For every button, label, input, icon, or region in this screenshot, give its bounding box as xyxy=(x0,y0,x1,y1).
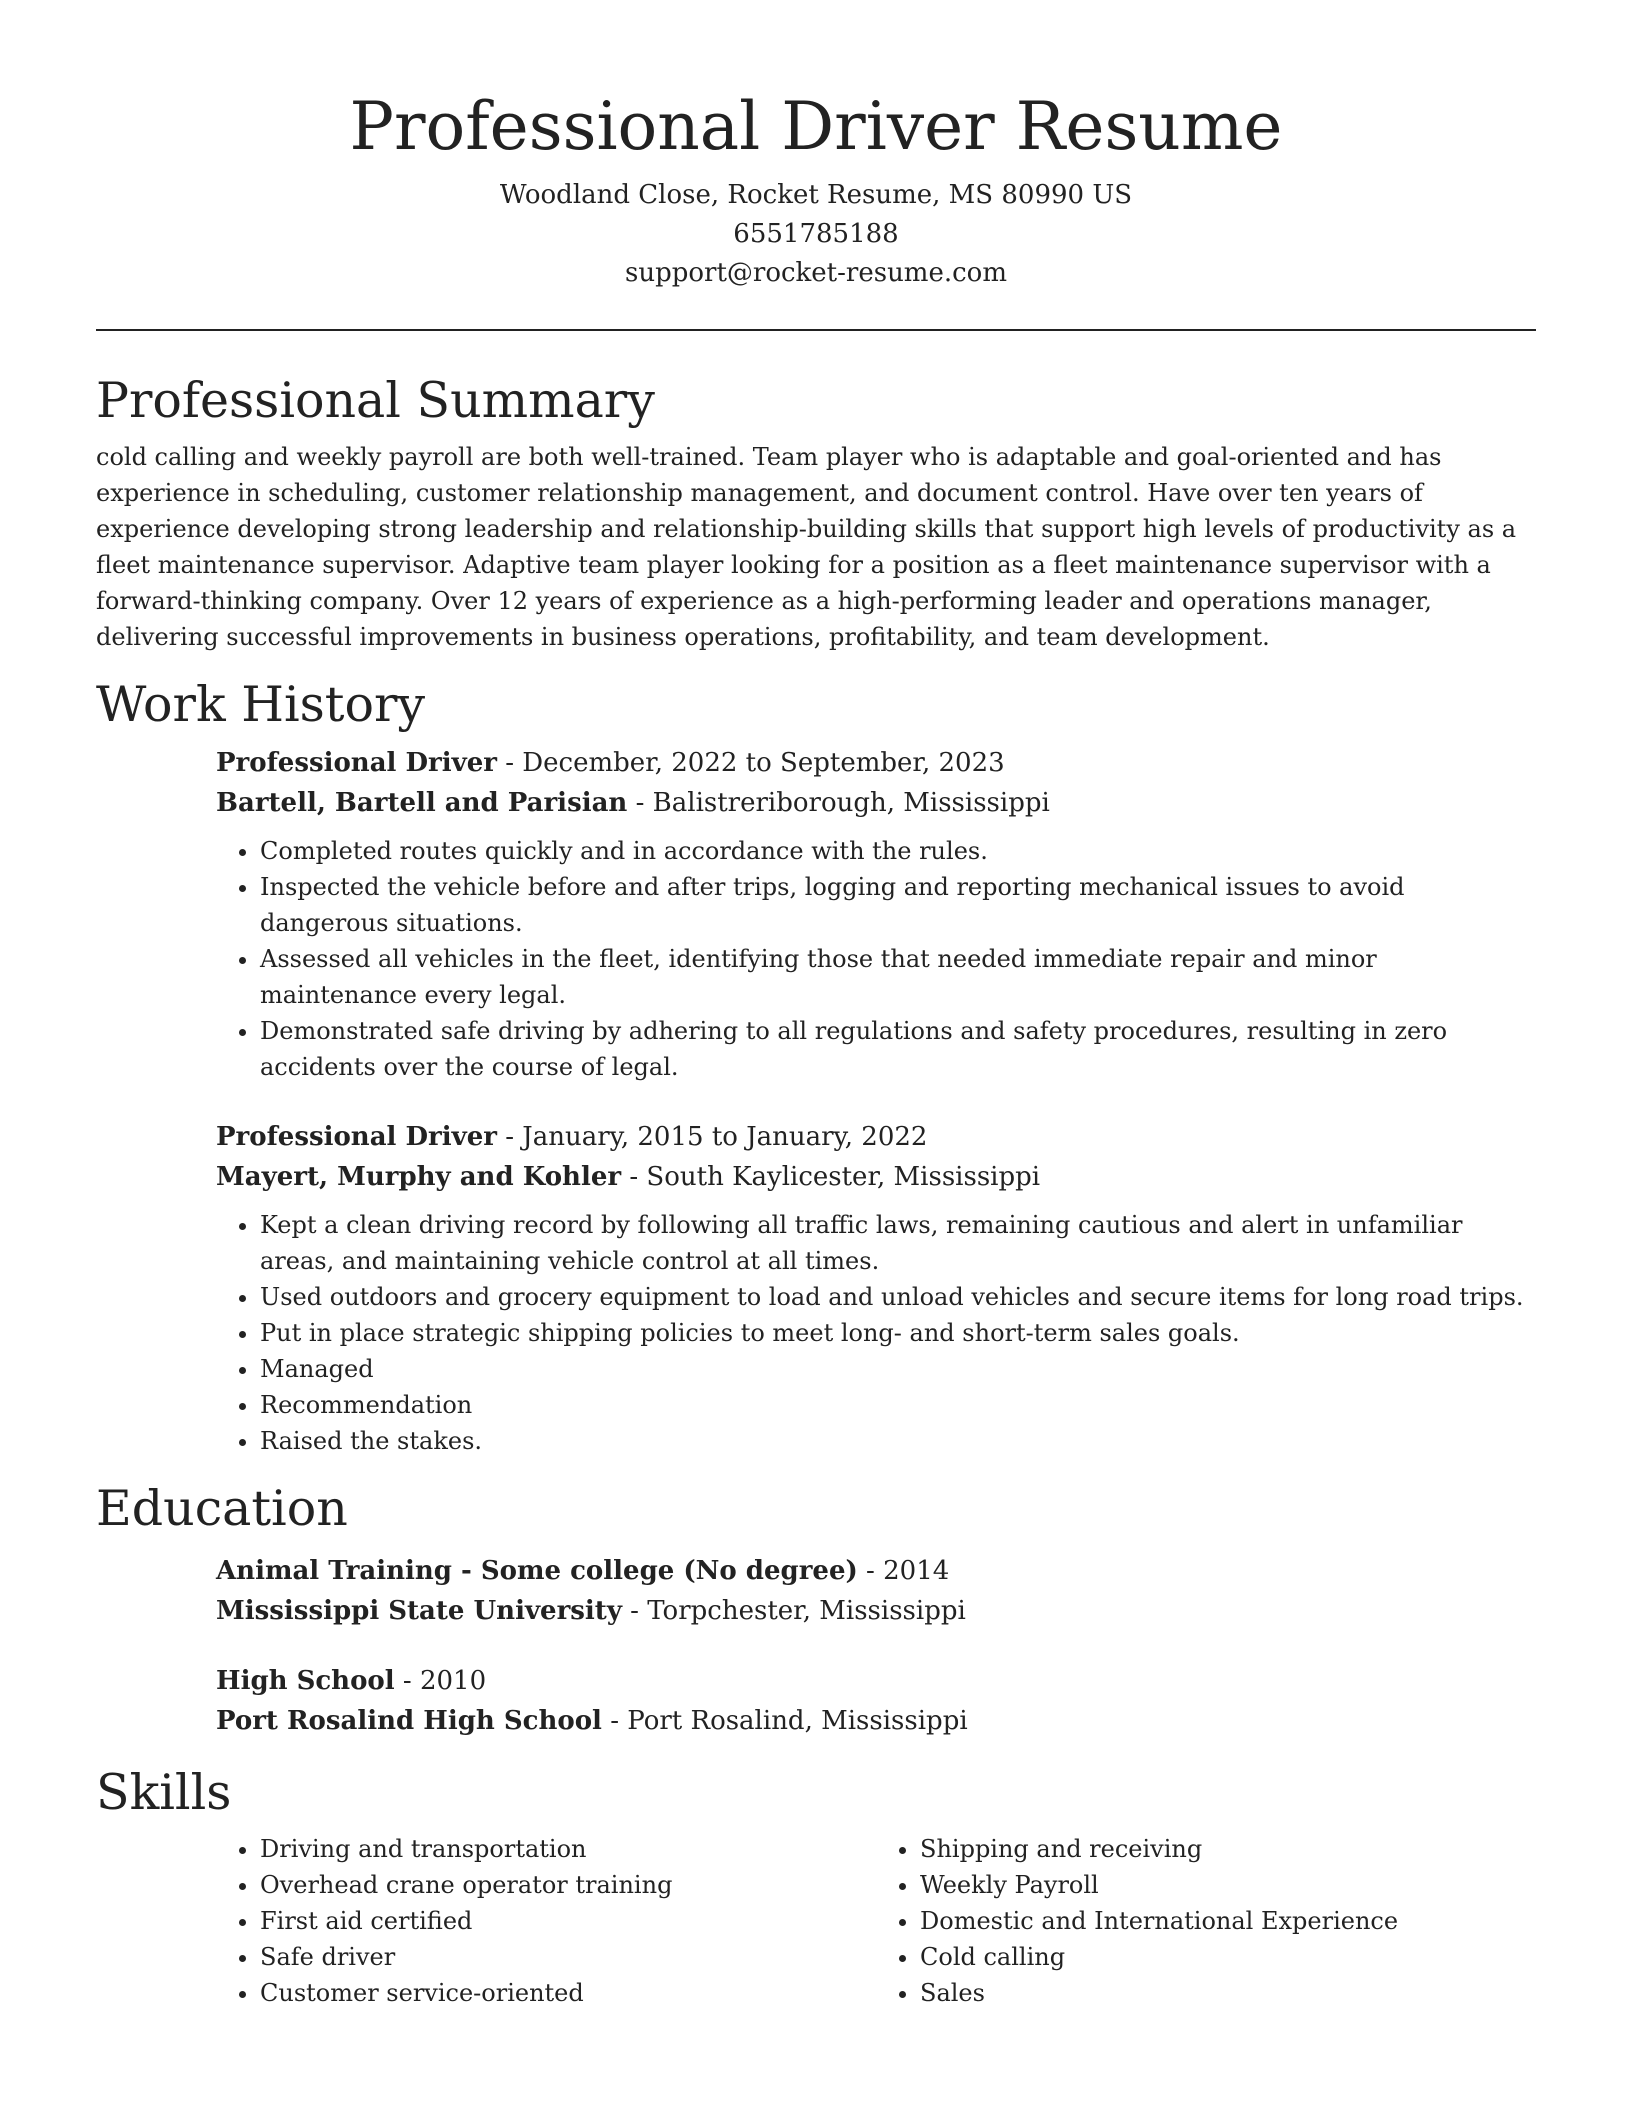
list-item: • Driving and transportation xyxy=(260,1831,876,1867)
skills-heading: Skills xyxy=(96,1764,232,1821)
education-heading: Education xyxy=(96,1480,348,1537)
school: Port Rosalind High School xyxy=(216,1706,602,1736)
work-history-section xyxy=(96,675,1536,1459)
job-title-line xyxy=(216,1117,1536,1157)
job-entry xyxy=(216,1117,1536,1459)
job-title: Professional Driver xyxy=(216,1122,497,1152)
list-item: • Kept a clean driving record by following all traffic laws, remaining cautious and alert in unfamiliar areas, and maintaining vehicle control at all times. xyxy=(260,1207,1536,1279)
list-item: • Used outdoors and grocery equipment to load and unload vehicles and secure items for long road trips. xyxy=(260,1279,1536,1315)
degree: Animal Training - Some college (No degree) xyxy=(216,1556,858,1586)
job-location: - South Kaylicester, Mississippi xyxy=(621,1162,1041,1192)
address: Woodland Close, Rocket Resume, MS 80990 US xyxy=(499,180,1133,210)
header-divider xyxy=(96,329,1536,331)
school-location: - Torpchester, Mississippi xyxy=(621,1596,966,1626)
summary-heading: Professional Summary xyxy=(96,372,655,429)
job-title: Professional Driver xyxy=(216,748,497,778)
list-item: • Assessed all vehicles in the fleet, identifying those that needed immediate repair and minor maintenance every legal. xyxy=(260,941,1536,1013)
job-bullets xyxy=(216,833,1536,1085)
skills-list-left xyxy=(216,1831,876,2011)
job-entry xyxy=(216,743,1536,1085)
skills-grid xyxy=(216,1823,1536,2011)
job-dates: - January, 2015 to January, 2022 xyxy=(496,1122,928,1152)
job-company: Mayert, Murphy and Kohler xyxy=(216,1162,622,1192)
list-item: • Domestic and International Experience xyxy=(920,1903,1536,1939)
job-title-line xyxy=(216,743,1536,783)
summary-text: cold calling and weekly payroll are both well-trained. Team player who is adaptable and goal-oriented and has experience in scheduling, customer relationship management, and document control. Have over ten years of experience developing strong leadership and relationship-building skills that support high levels of productivity as a fleet maintenance supervisor. Adaptive team player looking for a position as a fleet maintenance supervisor with a forward-thinking company. Over 12 years of experience as a high-performing leader and operations manager, delivering successful improvements in business operations, profitability, and team development. xyxy=(96,443,1517,651)
degree-line xyxy=(216,1551,1536,1591)
school-line xyxy=(216,1701,1536,1741)
job-company: Bartell, Bartell and Parisian xyxy=(216,788,628,818)
list-item: • Recommendation xyxy=(260,1387,1536,1423)
job-company-line xyxy=(216,1157,1536,1197)
education-entry xyxy=(216,1661,1536,1741)
list-item: • Put in place strategic shipping policies to meet long- and short-term sales goals. xyxy=(260,1315,1536,1351)
list-item: • Weekly Payroll xyxy=(920,1867,1536,1903)
degree-line xyxy=(216,1661,1536,1701)
list-item: • Customer service-oriented xyxy=(260,1975,876,2011)
job-bullets xyxy=(216,1207,1536,1459)
list-item: • Demonstrated safe driving by adhering to all regulations and safety procedures, resulting in zero accidents over the course of legal. xyxy=(260,1013,1536,1085)
school: Mississippi State University xyxy=(216,1596,622,1626)
email: support@rocket-resume.com xyxy=(624,258,1007,288)
phone: 6551785188 xyxy=(733,219,899,249)
education-entry xyxy=(216,1551,1536,1631)
degree-year: - 2014 xyxy=(857,1556,950,1586)
contact-block xyxy=(96,176,1536,293)
list-item: • Safe driver xyxy=(260,1939,876,1975)
resume-title: Professional Driver Resume xyxy=(349,88,1283,165)
resume-header xyxy=(96,0,1536,293)
job-dates: - December, 2022 to September, 2023 xyxy=(496,748,1005,778)
degree-year: - 2010 xyxy=(394,1666,487,1696)
degree: High School xyxy=(216,1666,395,1696)
job-company-line xyxy=(216,783,1536,823)
job-location: - Balistreriborough, Mississippi xyxy=(627,788,1050,818)
list-item: • Sales xyxy=(920,1975,1536,2011)
skills-list-right xyxy=(876,1831,1536,2011)
school-line xyxy=(216,1591,1536,1631)
list-item: • Completed routes quickly and in accordance with the rules. xyxy=(260,833,1536,869)
summary-section xyxy=(96,371,1536,655)
resume-page xyxy=(96,0,1536,2011)
skills-section xyxy=(96,1763,1536,2011)
list-item: • First aid certified xyxy=(260,1903,876,1939)
school-location: - Port Rosalind, Mississippi xyxy=(601,1706,968,1736)
list-item: • Shipping and receiving xyxy=(920,1831,1536,1867)
work-history-heading: Work History xyxy=(96,676,426,733)
list-item: • Raised the stakes. xyxy=(260,1423,1536,1459)
list-item: • Inspected the vehicle before and after trips, logging and reporting mechanical issues to avoid dangerous situations. xyxy=(260,869,1536,941)
list-item: • Managed xyxy=(260,1351,1536,1387)
list-item: • Cold calling xyxy=(920,1939,1536,1975)
list-item: • Overhead crane operator training xyxy=(260,1867,876,1903)
education-section xyxy=(96,1479,1536,1741)
